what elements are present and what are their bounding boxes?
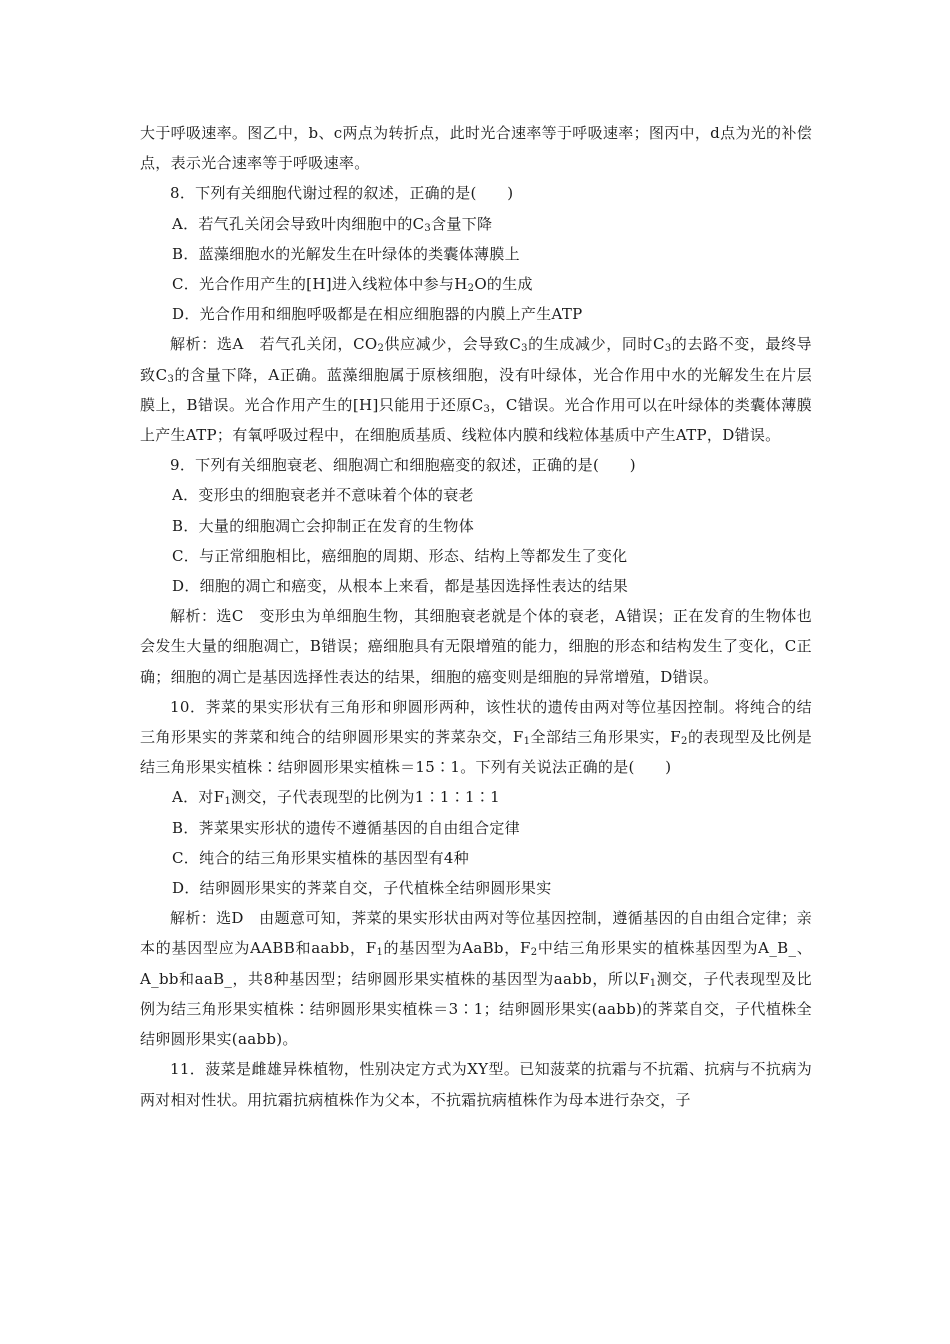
question-10-option-a: A．对$F_1$测交，子代表现型的比例为1∶1∶1∶1 [172, 788, 501, 808]
question-8-option-c: C．光合作用产生的[H]进入线粒体中参与$H_2O$的生成 [172, 275, 533, 295]
question-9-option-a: A．变形虫的细胞衰老并不意味着个体的衰老 [172, 486, 474, 505]
question-9-stem: 9．下列有关细胞衰老、细胞凋亡和细胞癌变的叙述，正确的是( ) [170, 456, 636, 475]
question-10-explanation: 解析：选D 由题意可知，荠菜的果实形状由两对等位基因控制，遵循基因的自由组合定律；亲本的基因型应为AABB和aabb，$F_1$的基因型为AaBb，$F_2$中结三角形果实的植株基因型为A_B_、A_bb和aaB_，共8种基因型；结卵圆形果实植株的基因型为aabb，所以$F_1$测交，子代表现型及比例为结三角形果实植株∶结卵圆形果实植株＝3∶1；结卵圆形果实(aabb)的荠菜自交，子代植株全结卵圆形果实(aabb)。 [140, 909, 813, 1049]
question-8-stem: 8．下列有关细胞代谢过程的叙述，正确的是( ) [170, 184, 514, 203]
question-8-option-a: A．若气孔关闭会导致叶肉细胞中的$C_3$含量下降 [172, 214, 493, 234]
question-9-option-b: B．大量的细胞凋亡会抑制正在发育的生物体 [172, 516, 475, 535]
question-10-stem: 10．荠菜的果实形状有三角形和卵圆形两种，该性状的遗传由两对等位基因控制。将纯合的结三角形果实的荠菜和纯合的结卵圆形果实的荠菜杂交，$F_1$全部结三角形果实，$F_2$的表现型及比例是结三角形果实植株∶结卵圆形果实植株＝15∶1。下列有关说法正确的是( ) [140, 697, 812, 777]
question-10-option-d: D．结卵圆形果实的荠菜自交，子代植株全结卵圆形果实 [172, 879, 552, 898]
question-10-option-b: B．荠菜果实形状的遗传不遵循基因的自由组合定律 [172, 818, 520, 837]
intro-paragraph: 大于呼吸速率。图乙中，b、c两点为转折点，此时光合速率等于呼吸速率；图丙中，d点为光的补偿点，表示光合速率等于呼吸速率。 [140, 124, 812, 173]
question-9-option-c: C．与正常细胞相比，癌细胞的周期、形态、结构上等都发生了变化 [172, 546, 628, 565]
question-9-option-d: D．细胞的凋亡和癌变，从根本上来看，都是基因选择性表达的结果 [172, 577, 629, 596]
question-8-option-d: D．光合作用和细胞呼吸都是在相应细胞器的内膜上产生ATP [172, 305, 583, 324]
question-8-option-b: B．蓝藻细胞水的光解发生在叶绿体的类囊体薄膜上 [172, 244, 520, 263]
question-11-stem: 11．菠菜是雌雄异株植物，性别决定方式为XY型。已知菠菜的抗霜与不抗霜、抗病与不抗病为两对相对性状。用抗霜抗病植株作为父本，不抗霜抗病植株作为母本进行杂交，子 [140, 1060, 812, 1109]
question-8-explanation: 解析：选A 若气孔关闭，$CO_2$供应减少，会导致$C_3$的生成减少，同时$C_3$的去路不变，最终导致$C_3$的含量下降，A正确。蓝藻细胞属于原核细胞，没有叶绿体，光合作用中水的光解发生在片层膜上，B错误。光合作用产生的[H]只能用于还原$C_3$，C错误。光合作用可以在叶绿体的类囊体薄膜上产生ATP；有氧呼吸过程中，在细胞质基质、线粒体内膜和线粒体基质中产生ATP，D错误。 [140, 335, 812, 445]
page-content [140, 118, 812, 1115]
question-10-option-c: C．纯合的结三角形果实植株的基因型有4种 [172, 848, 470, 867]
question-9-explanation: 解析：选C 变形虫为单细胞生物，其细胞衰老就是个体的衰老，A错误；正在发育的生物体也会发生大量的细胞凋亡，B错误；癌细胞具有无限增殖的能力，细胞的形态和结构发生了变化，C正确；细胞的凋亡是基因选择性表达的结果，细胞的癌变则是细胞的异常增殖，D错误。 [140, 607, 812, 686]
